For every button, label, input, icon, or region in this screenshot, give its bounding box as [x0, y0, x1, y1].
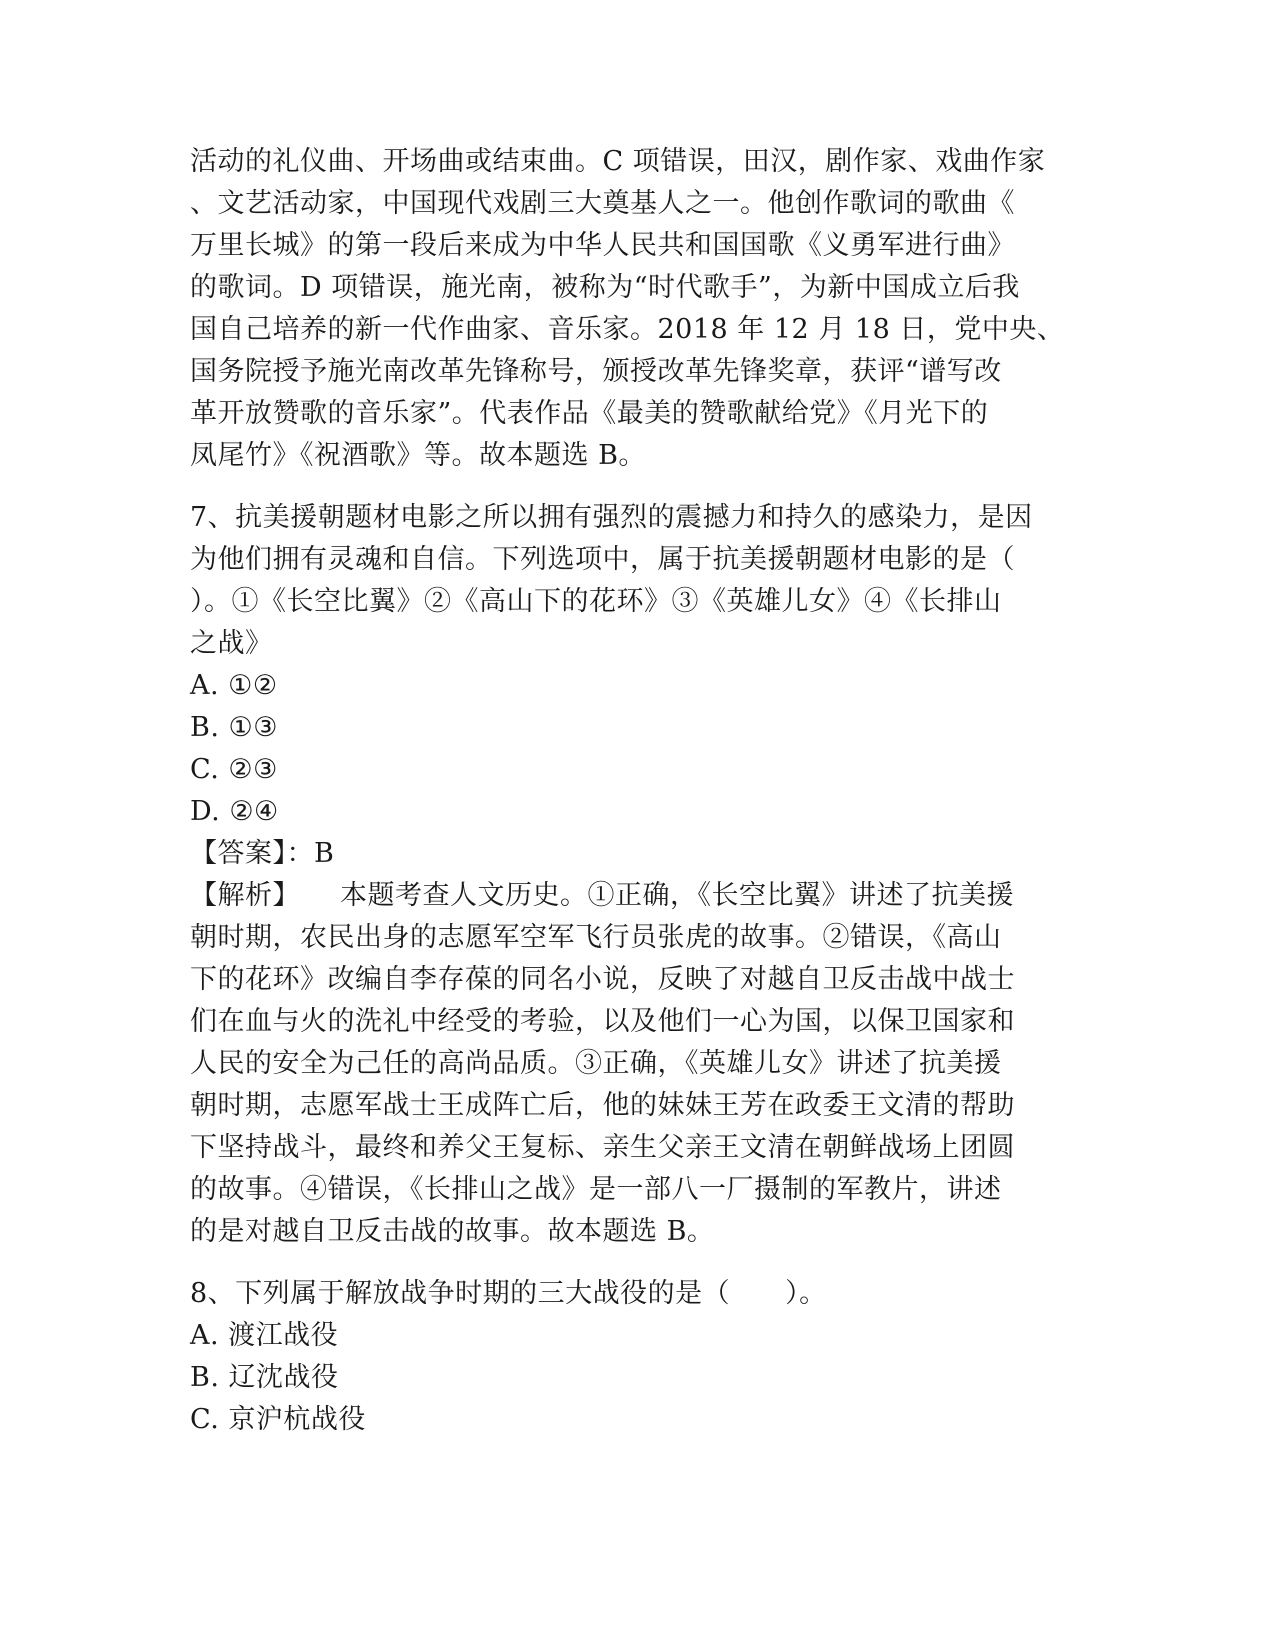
- q6-explanation-line: 国务院授予施光南改革先锋称号，颁授改革先锋奖章，获评“谱写改: [190, 356, 1002, 387]
- analysis-label: 【解析】: [190, 880, 300, 911]
- q6-explanation-line: 凤尾竹》《祝酒歌》等。故本题选 B。: [190, 440, 646, 471]
- answer-label: 【答案】：: [190, 838, 314, 869]
- q8-option-a: A. 渡江战役: [190, 1320, 339, 1351]
- q8-stem: 8、下列属于解放战争时期的三大战役的是（ ）。: [190, 1278, 827, 1309]
- q7-analysis-line: 朝时期，农民出身的志愿军空军飞行员张虎的故事。②错误，《高山: [190, 922, 1002, 953]
- q7-option-d: D. ②④: [190, 796, 279, 827]
- q7-analysis-line: 的是对越自卫反击战的故事。故本题选 B。: [190, 1216, 715, 1247]
- q7-analysis-first-line: [190, 874, 1090, 917]
- q7-analysis-line: 下的花环》改编自李存葆的同名小说，反映了对越自卫反击战中战士: [190, 964, 1015, 995]
- q8-option-b: B. 辽沈战役: [190, 1362, 339, 1393]
- q7-stem-line: 7、抗美援朝题材电影之所以拥有强烈的震撼力和持久的感染力，是因: [190, 502, 1033, 533]
- q6-explanation-line: 国自己培养的新一代作曲家、音乐家。2018 年 12 月 18 日，党中央、: [190, 314, 1065, 345]
- q7-analysis-line: 下坚持战斗，最终和养父王复标、亲生父亲王文清在朝鲜战场上团圆: [190, 1132, 1015, 1163]
- q6-explanation-line: 活动的礼仪曲、开场曲或结束曲。C 项错误，田汉，剧作家、戏曲作家: [190, 146, 1046, 177]
- q7-option-b: B. ①③: [190, 712, 278, 743]
- q7-analysis-line: 人民的安全为己任的高尚品质。③正确，《英雄儿女》讲述了抗美援: [190, 1048, 1002, 1079]
- q7-option-a: A. ①②: [190, 670, 278, 701]
- q7-stem-line: 为他们拥有灵魂和自信。下列选项中，属于抗美援朝题材电影的是（: [190, 544, 1015, 575]
- q6-explanation-line: 、文艺活动家，中国现代戏剧三大奠基人之一。他创作歌词的歌曲《: [190, 188, 1015, 219]
- q6-explanation-line: 的歌词。D 项错误，施光南，被称为“时代歌手”，为新中国成立后我: [190, 272, 1020, 303]
- analysis-text: 本题考查人文历史。①正确，《长空比翼》讲述了抗美援: [340, 880, 1014, 911]
- answer-value: B: [314, 838, 335, 869]
- q6-explanation-line: 万里长城》的第一段后来成为中华人民共和国国歌《义勇军进行曲》: [190, 230, 1015, 261]
- q7-answer: [190, 832, 1090, 875]
- q7-stem-line: ）。①《长空比翼》②《高山下的花环》③《英雄儿女》④《长排山: [190, 586, 1002, 617]
- q8-option-c: C. 京沪杭战役: [190, 1404, 366, 1435]
- q7-option-c: C. ②③: [190, 754, 278, 785]
- q6-explanation-line: 革开放赞歌的音乐家”。代表作品《最美的赞歌献给党》《月光下的: [190, 398, 989, 429]
- q7-stem-line: 之战》: [190, 628, 273, 659]
- q7-analysis-line: 朝时期，志愿军战士王成阵亡后，他的妹妹王芳在政委王文清的帮助: [190, 1090, 1015, 1121]
- q7-analysis-line: 们在血与火的洗礼中经受的考验，以及他们一心为国，以保卫国家和: [190, 1006, 1015, 1037]
- q7-analysis-line: 的故事。④错误，《长排山之战》是一部八一厂摄制的军教片，讲述: [190, 1174, 1002, 1205]
